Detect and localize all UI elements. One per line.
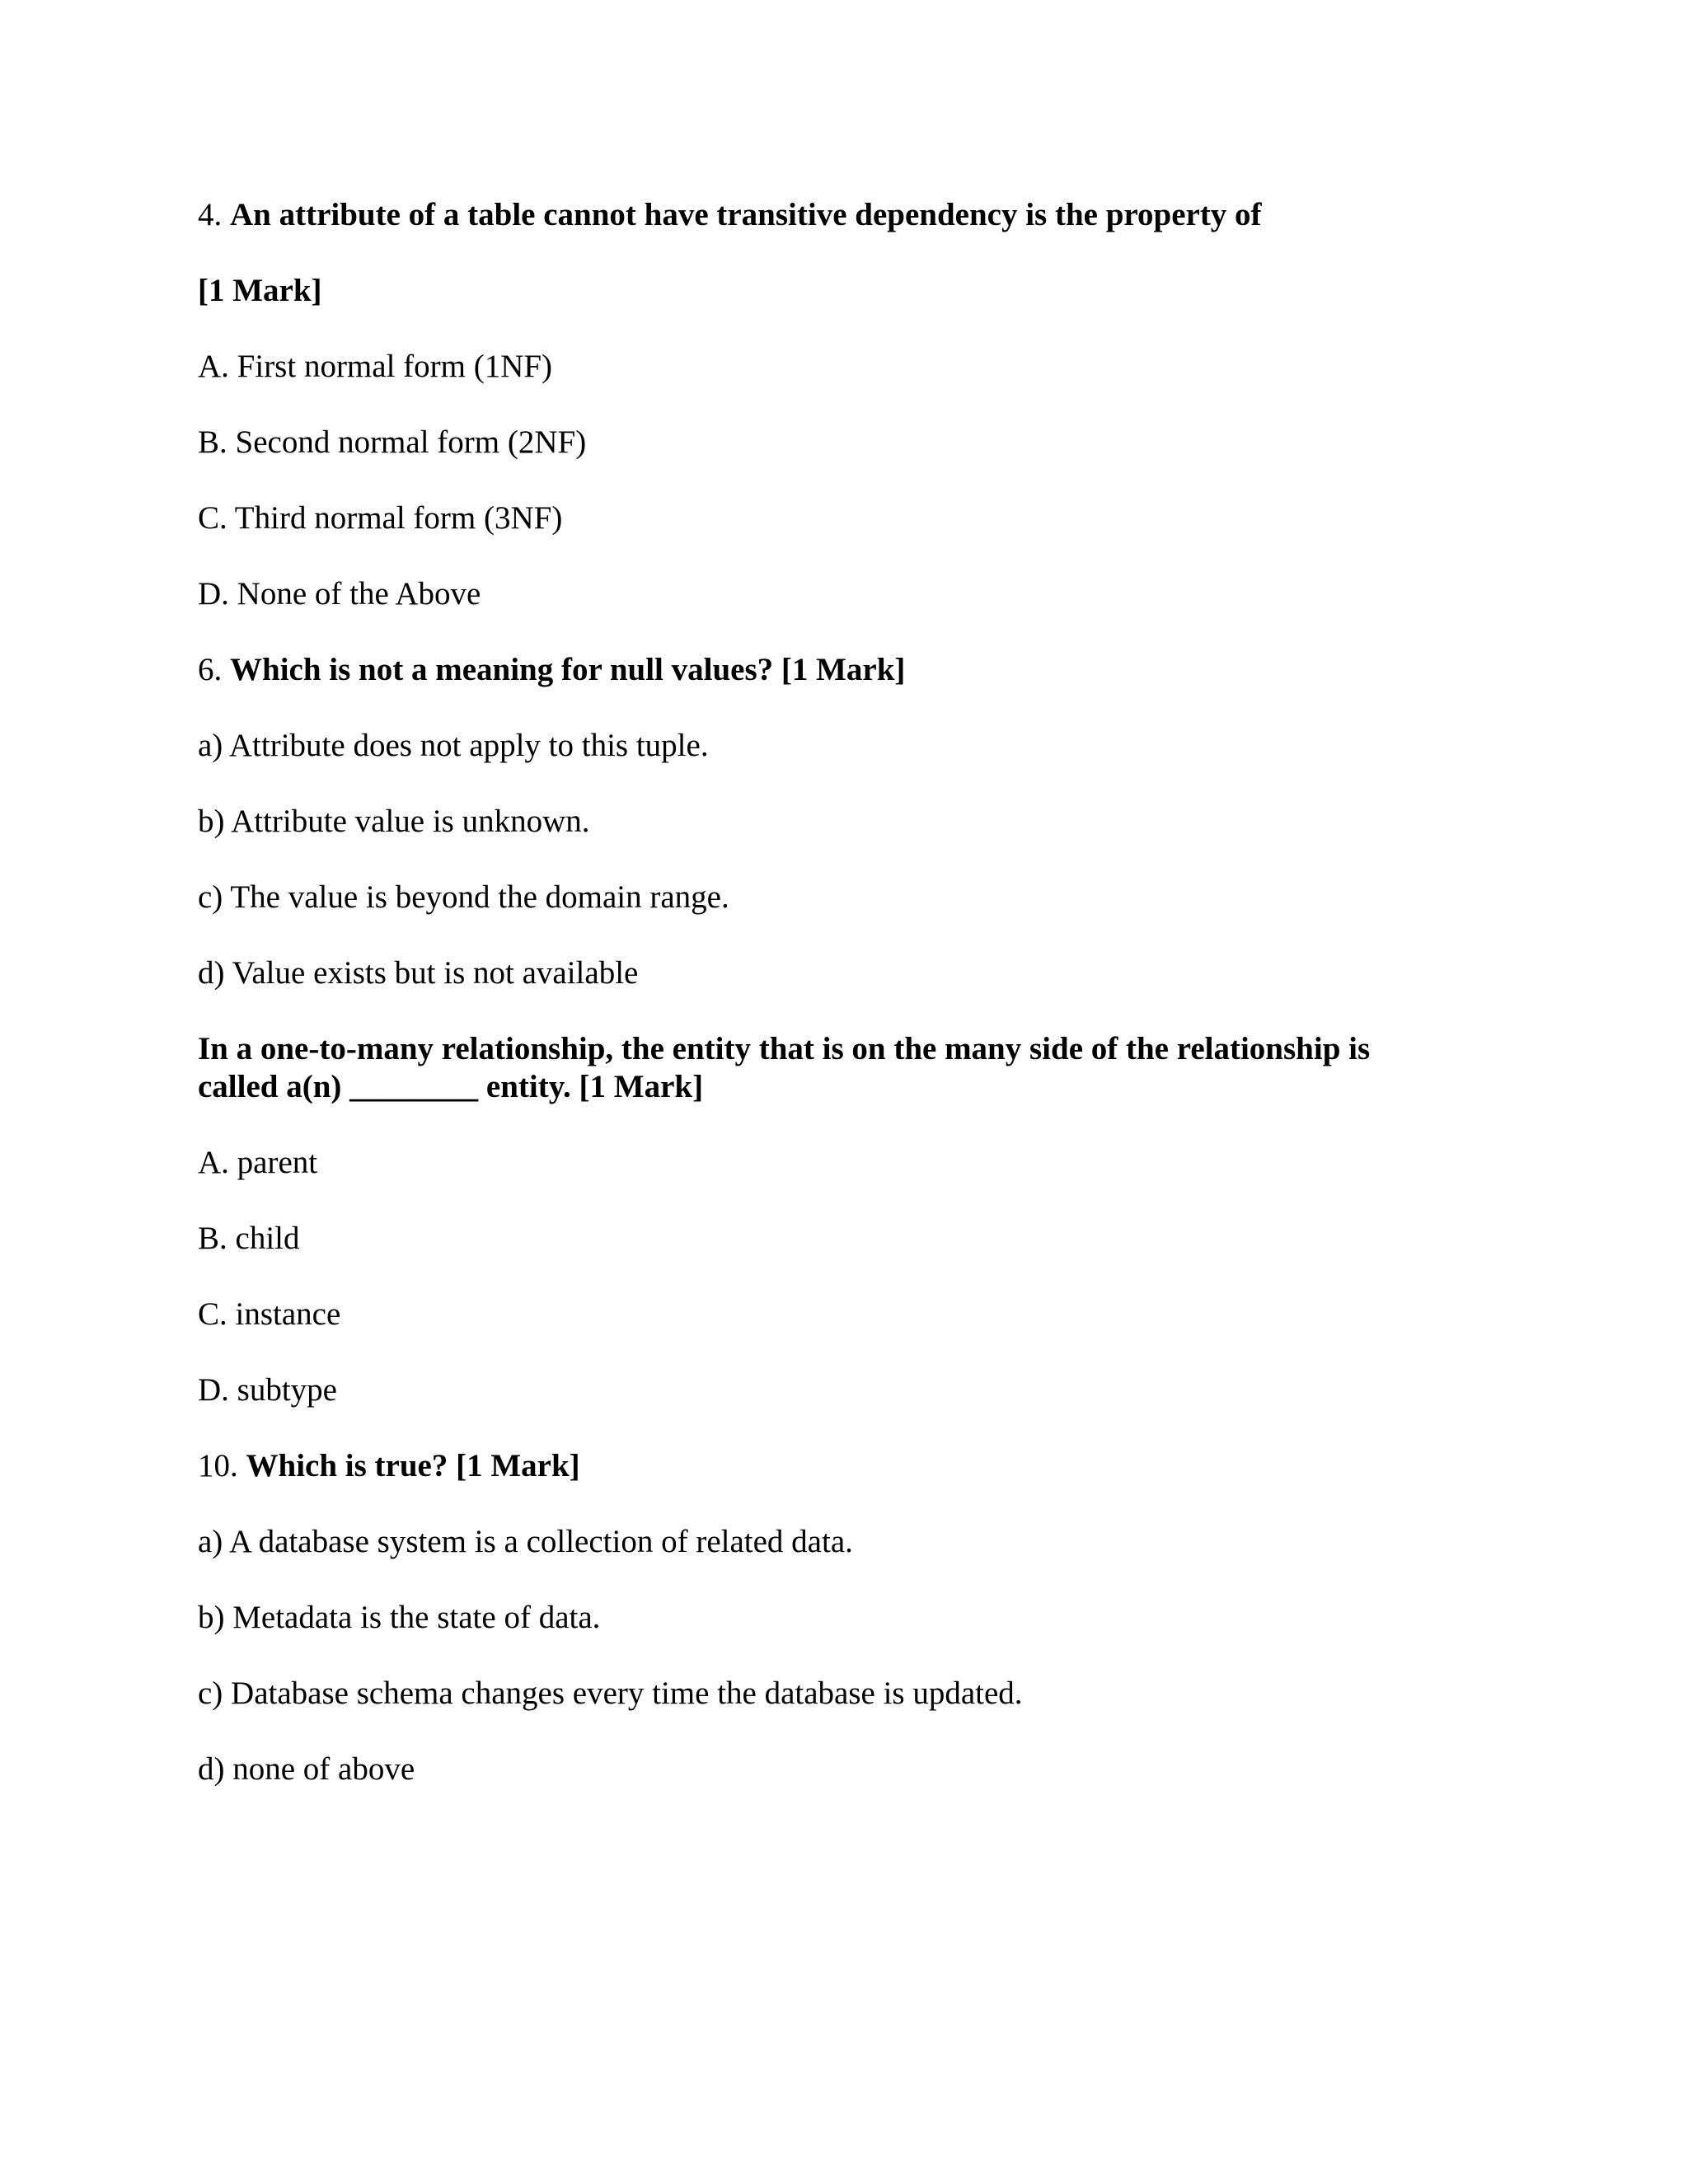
question-text: Which is not a meaning for null values? [1 Mark] [230, 652, 906, 687]
option-c: c) Database schema changes every time the database is updated. [198, 1675, 1023, 1711]
question-relationship-line-2: called a(n) ________ entity. [1 Mark] [198, 1069, 704, 1104]
option-d: d) none of above [198, 1751, 415, 1787]
question-relationship-line-1: In a one-to-many relationship, the entity that is on the many side of the relationship is [198, 1031, 1371, 1066]
option-c: c) The value is beyond the domain range. [198, 879, 729, 915]
question-6 [198, 651, 1517, 689]
option-d: D. None of the Above [198, 576, 481, 612]
question-marks: [1 Mark] [198, 273, 322, 308]
question-number: 6. [198, 652, 223, 687]
option-b: B. child [198, 1221, 300, 1256]
option-b: b) Attribute value is unknown. [198, 804, 590, 839]
option-d: d) Value exists but is not available [198, 955, 639, 991]
question-text: An attribute of a table cannot have transitive dependency is the property of [230, 197, 1262, 232]
question-4 [198, 196, 1517, 234]
option-a: A. First normal form (1NF) [198, 349, 553, 384]
question-10 [198, 1447, 1517, 1485]
question-number: 4. [198, 197, 223, 232]
option-a: a) A database system is a collection of related data. [198, 1524, 853, 1559]
option-a: a) Attribute does not apply to this tuple. [198, 728, 709, 763]
option-a: A. parent [198, 1145, 318, 1180]
question-text: Which is true? [1 Mark] [246, 1448, 580, 1483]
question-number: 10. [198, 1448, 238, 1483]
option-c: C. instance [198, 1296, 341, 1332]
option-b: B. Second normal form (2NF) [198, 424, 587, 460]
option-d: D. subtype [198, 1372, 337, 1408]
option-b: b) Metadata is the state of data. [198, 1600, 601, 1635]
option-c: C. Third normal form (3NF) [198, 500, 563, 536]
